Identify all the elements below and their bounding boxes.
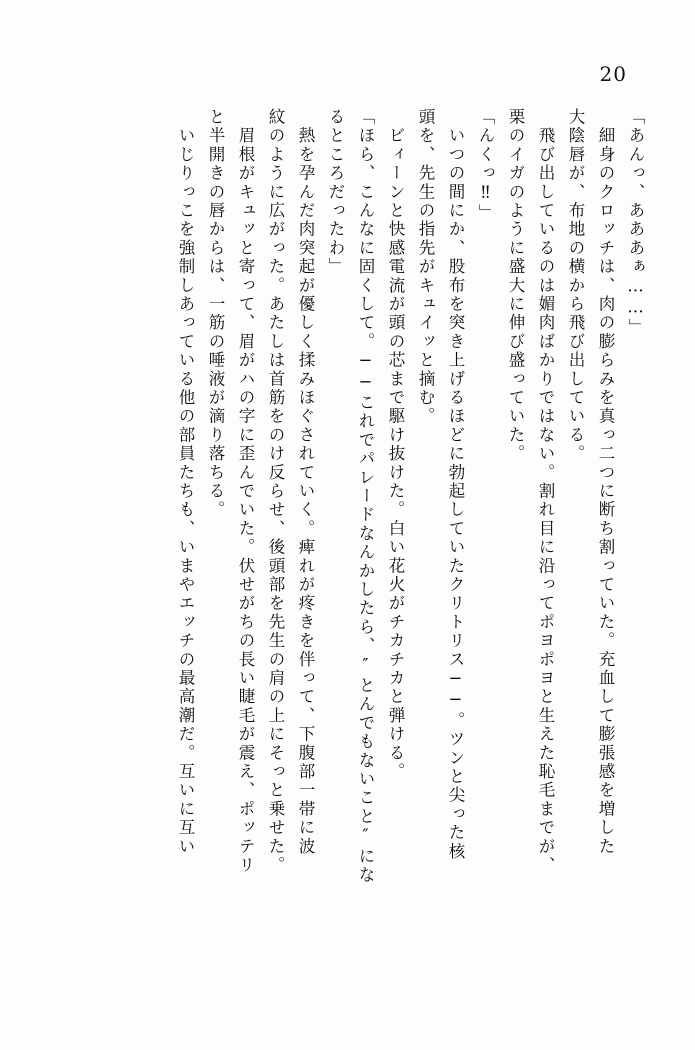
text-column: いつの間にか、股布を突き上げるほどに勃起していたクリトリス──。ツンと尖った核: [446, 108, 465, 861]
text-column: 細身のクロッチは、肉の膨らみを真っ二つに断ち割っていた。充血して膨張感を増した: [596, 108, 615, 856]
text-column: 頭を、先生の指先がキュイッと摘む。: [416, 108, 435, 426]
text-column: 眉根がキュッと寄って、眉がハの字に歪んでいた。伏せがちの長い睫毛が震え、ポッテリ: [236, 108, 255, 875]
text-column: いじりっこを強制しあっている他の部員たちも、いまやエッチの最高潮だ。互いに互い: [176, 108, 195, 856]
text-column: るところだったわ」: [326, 108, 345, 277]
vertical-text-block: [55, 108, 643, 1020]
text-column: 大陰唇が、布地の横から飛び出している。: [566, 108, 585, 464]
text-column: と半開きの唇からは、一筋の唾液が滴り落ちる。: [206, 108, 225, 520]
text-column: 紋のように広がった。あたしは首筋をのけ反らせ、後頭部を先生の肩の上にそっと乗せた。: [266, 108, 285, 875]
text-column: 「ほら、こんなに固くして。──これでパレードなんかしたら、″とんでもないこと″にな: [356, 108, 375, 885]
text-column: 「んくっ‼」: [476, 108, 495, 223]
text-column: ビィーンと快感電流が頭の芯まで駆け抜けた。白い花火がチカチカと弾ける。: [386, 108, 405, 782]
text-column: 栗のイガのように盛大に伸び盛っていた。: [506, 108, 525, 464]
text-column: 飛び出しているのは媚肉ばかりではない。割れ目に沿ってポヨポヨと生えた恥毛までが、: [536, 108, 555, 875]
page-number: 20: [599, 62, 627, 86]
text-column: 熱を孕んだ肉突起が優しく揉みほぐされていく。痺れが疼きを伴って、下腹部一帯に波: [296, 108, 315, 856]
text-column: 「あんっ、あああぁ……」: [626, 108, 645, 338]
